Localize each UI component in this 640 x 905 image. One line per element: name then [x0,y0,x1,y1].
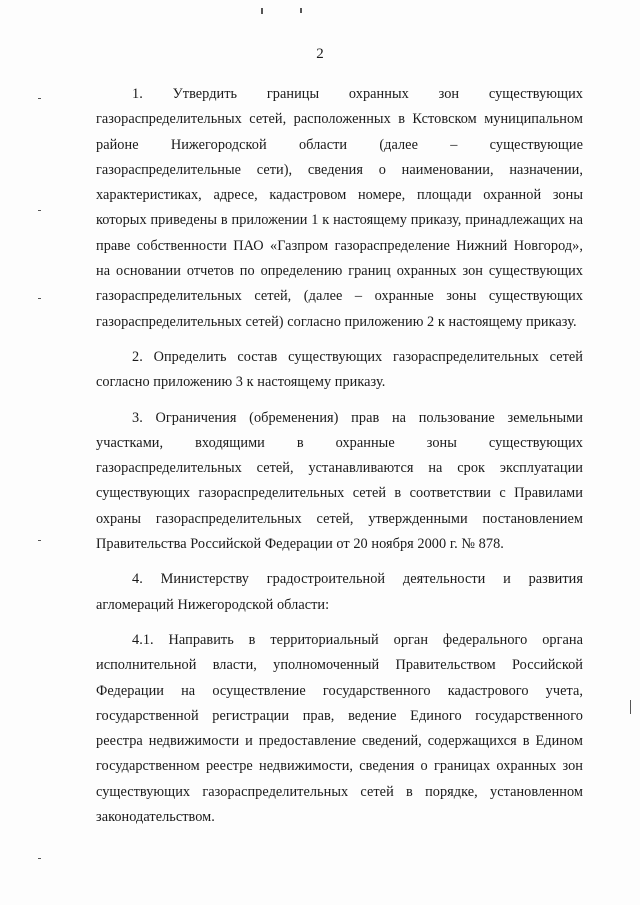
scan-artifact [630,700,631,714]
paragraph-1: 1. Утвердить границы охранных зон существующих газораспределительных сетей, расположенных в Кстовском муниципальном районе Нижегородской области (далее – существующие газораспределительные сети), сведения о наименовании, назначении, характеристиках, адресе, кадастровом номере, площади охранной зоны которых приведены в приложении 1 к настоящему приказу, принадлежащих на праве собственности ПАО «Газпром газораспределение Нижний Новгород», на основании отчетов по определению границ охранных зон существующих газораспределительных сетей, (далее – охранные зоны существующих газораспределительных сетей) согласно приложению 2 к настоящему приказу. [96,86,583,330]
scan-artifact [38,298,41,299]
scan-artifact [261,8,263,14]
paragraph-4-1: 4.1. Направить в территориальный орган федерального органа исполнительной власти, уполномоченный Правительством Российской Федерации на осуществление государственного кадастрового учета, государственной регистрации прав, ведение Единого государственного реестра недвижимости и предоставление сведений, содержащихся в Едином государственном реестре недвижимости, сведения о границах охранных зон существующих газораспределительных сетей в порядке, установленном законодательством. [96,631,583,826]
scan-artifact [300,8,302,13]
paragraph-4: 4. Министерству градостроительной деятельности и развития агломераций Нижегородской области: [96,571,583,613]
paragraph-2: 2. Определить состав существующих газораспределительных сетей согласно приложению 3 к настоящему приказу. [96,348,583,391]
scan-artifact [38,98,41,99]
scan-artifact [38,540,41,541]
scan-artifact [38,210,41,211]
scan-artifact [38,858,41,859]
document-body [96,82,583,840]
paragraph-3: 3. Ограничения (обременения) прав на пользование земельными участками, входящими в охранные зоны существующих газораспределительных сетей, устанавливаются на срок эксплуатации существующих газораспределительных сетей в соответствии с Правилами охраны газораспределительных сетей, утвержденными постановлением Правительства Российской Федерации от 20 ноября 2000 г. № 878. [96,409,583,553]
page-number: 2 [316,46,324,62]
